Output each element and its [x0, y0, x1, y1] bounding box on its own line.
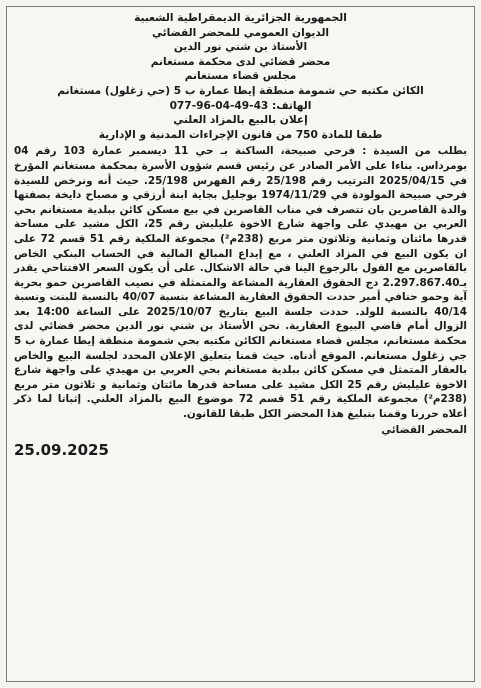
- header-office: الديوان العمومي للمحضر القضائي: [151, 26, 330, 39]
- signature-label: المحضر القضائي: [381, 423, 467, 436]
- header-republic: الجمهورية الجزائرية الديمقراطية الشعبية: [134, 12, 347, 24]
- notice-header: [14, 11, 467, 142]
- legal-notice-page: [6, 6, 475, 682]
- notice-body: [14, 144, 467, 421]
- notice-date: 25.09.2025: [14, 440, 109, 459]
- header-address: الكائن مكتبه حي شمومة منطقة إيطا عمارة ب 5 (حي زغلول) مستغانم: [57, 84, 424, 97]
- header-council: مجلس قضاء مستغانم: [184, 70, 297, 83]
- header-phone: الهاتف: 43-49-04-96-077: [169, 99, 312, 112]
- header-legal-basis: طبقا للمادة 750 من قانون الإجراءات المدنية و الإدارية: [98, 128, 383, 141]
- header-notice-title: إعلان بالبيع بالمزاد العلني: [173, 114, 308, 127]
- header-bailiff-name: الأستاذ بن شني نور الدين: [173, 41, 308, 54]
- notice-paragraph: بطلب من السيدة : فرحي صبيحة، الساكنة بـ حي 11 ديسمبر عمارة 103 رقم 04 بومرداس. بناءا على الأمر الصادر عن رئيس قسم شؤون الأسرة بمحكمة مستغانم المؤرخ في 2025/04/15 الترتيب رقم 25/198 رقم الفهرس 25/198. حيث أنه ونرخص للسيدة فرحي صبيحة المولودة في 1974/11/29 بوجليل بجاية ابنة أرزقي و مصباح دايخة بصفتها والدة القاصرين بان تتصرف في مناب القاصرين في بيع مسكن كائن ببلدية مستغانم بحي العربي بن مهيدي على واجهة شارع الاخوة عليليش رقم 25، الكل مشيد على مساحة قدرها مائتان وثمانية وثلاثون متر مربع (238م²) مجموعة الملكية رقم 51 قسم 72 على ان يكون البيع في المزاد العلني ، مع إيداع المبالغ المالية في الحساب البنكي الخاص بالقاصرين مع القول بالرجوع الينا في حالة الاشكال. على أن يكون السعر الافتتاحي يقدر بـ2.297.867.40 دج الحقوق العقارية المشاعة والمتمثلة في نصيب القاصرين حمو بحرية آية وحمو حنافي أمير حددت الحقوق العقارية المشاعة بنسبة 40/07 بالنسبة للبنت ونسبة 40/14 بالنسبة للولد. حددت جلسة البيع بتاريخ 2025/10/07 على الساعة 14:00 بعد الزوال أمام قاضي البيوع العقارية. نحن الأستاذ بن شني نور الدين محضر قضائي لدى محكمة مستغانم، مجلس قضاء مستغانم الكائن مكتبه بحي شمومة منطقة إيطا عمارة ب 5 جي زغلول مستغانم. الموقع أدناه. حيث قمنا بتعليق الإعلان المحدد لجلسة البيع والخاص بالعقار المتمثل في مسكن كائن ببلدية مستغانم بحي العربي بن مهيدي على واجهة شارع الاخوة عليليش رقم 25 الكل مشيد على مساحة قدرها مائتان وثمانية و ثلاثون متر مربع (238م²) مجموعة الملكية رقم 51 قسم 72 موضوع البيع بالمزاد العلني. إثباتا لما ذكر أعلاه حررنا وقمنا بتبليغ هذا المحضر الكل طبقا للقانون.: [14, 145, 468, 421]
- header-court: محضر قضائي لدى محكمة مستغانم: [150, 55, 331, 68]
